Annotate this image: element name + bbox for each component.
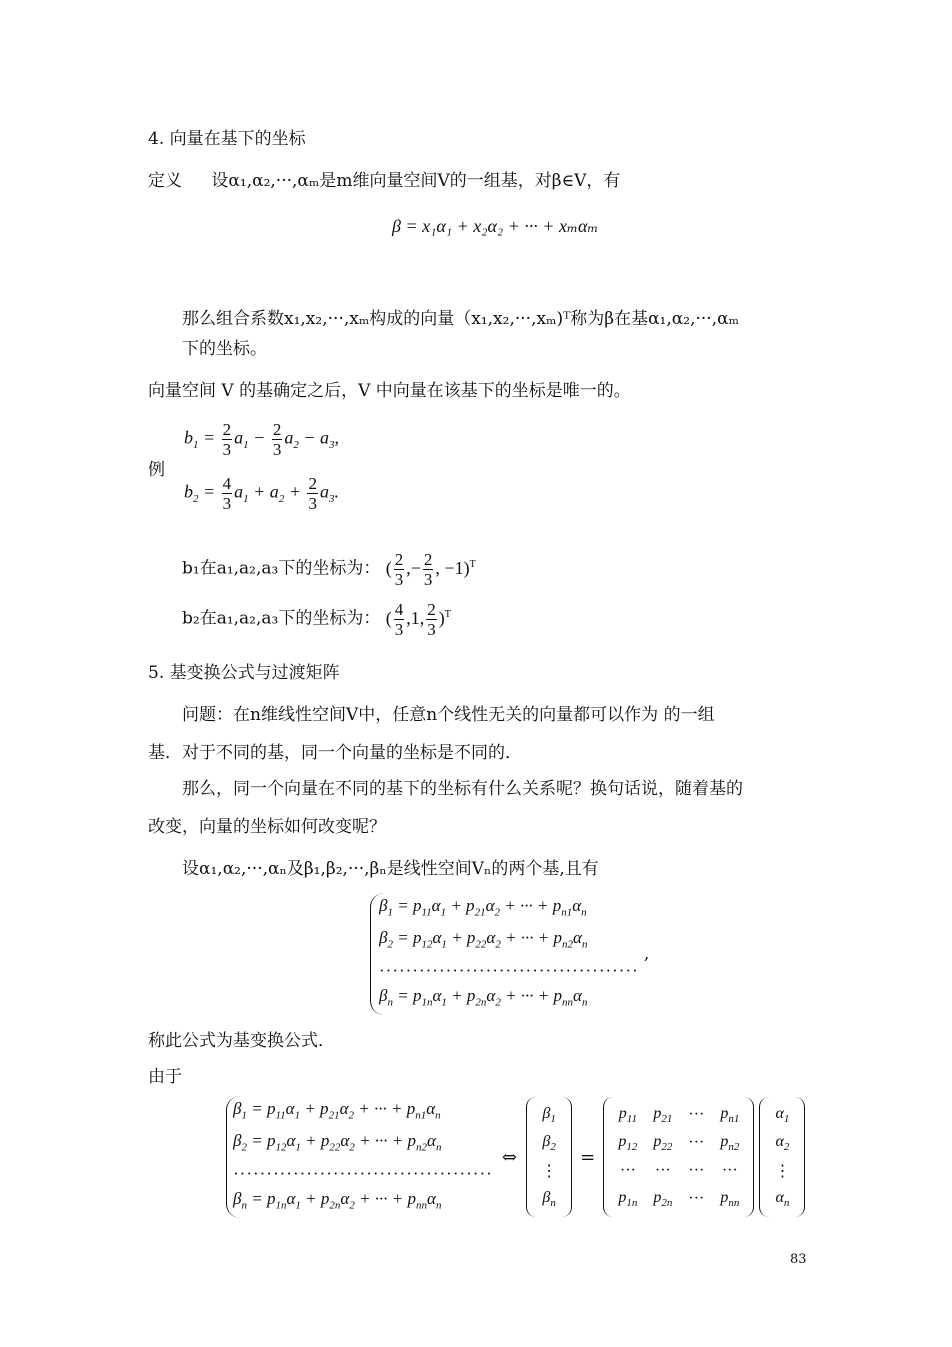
b1-coordinate-line: b₁在a₁,a₂,a₃下的坐标为： ( $\frac{2}{3}$ ,− $\frac{2}{3}$ , −1)$^T$ [182, 550, 476, 589]
b2-coordinate-line: b₂在a₁,a₂,a₃下的坐标为： ( $\frac{4}{3}$ ,1, $\frac{2}{3}$ )$^T$ [182, 600, 451, 639]
section-4-heading: 4. 向量在基下的坐标 [148, 129, 306, 149]
example-label: 例 [148, 460, 165, 480]
b2-coordinate-label: b₂在a₁,a₂,a₃下的坐标为： [182, 608, 381, 629]
question-line2: 改变，向量的坐标如何改变呢？ [148, 817, 386, 837]
example-equation-b1: $b_1$ = $\frac{2}{3}$ $a_1$ − $\frac{2}{3}$ $a_2 - a_3$, [184, 420, 339, 459]
matrix-form-equation: $\beta_1 = p_{11}\alpha_1 + p_{21}\alpha_2$ + ··· + $p_{n1}\alpha_n$ $\beta_2 = p_{12}\alpha_1 + p_{22}\alpha_2$ + ··· + $p_{n2}\alpha_n$ ······································· $\beta_n = p_{1n}\alpha_1 + p_{2n}\alpha_2$ + ··· + $p_{nn}\alpha_n$ ⇔ $\beta_1$ $\beta_2$ ⋮ $\beta_n$ = $p_{11}$ $p_{21}$ ··· $p_{n1}$ $p_{12}$ $p_{22}$ ··· $p_{n2}$ ··· ··· ··· ··· $p_{1n}$ $p_{2n}$ ··· $p_{nn}$ $\alpha_1$ $\alpha_2$ ⋮ $\alpha_n$ [226, 1096, 805, 1218]
page-number: 83 [790, 1252, 807, 1267]
beta-vector: $\beta_1$ $\beta_2$ ⋮ $\beta_n$ [526, 1097, 572, 1217]
b1-coordinate-label: b₁在a₁,a₂,a₃下的坐标为： [182, 558, 381, 579]
example-equation-b2: $b_2$ = $\frac{4}{3}$ $a_1 + a_2$ + $\frac{2}{3}$ $a_3$. [184, 474, 339, 513]
definition-label: 定义 [148, 171, 182, 191]
basis-change-system: $\beta_1 = p_{11}\alpha_1 + p_{21}\alpha_2$ + ··· + $p_{n1}\alpha_n$ $\beta_2 = p_{12}\alpha_1 + p_{22}\alpha_2$ + ··· + $p_{n2}\alpha_n$ ······································· $\beta_n = p_{1n}\alpha_1 + p_{2n}\alpha_2$ + ··· + $p_{nn}\alpha_n$ , [370, 893, 649, 1015]
coordinate-definition-line1: 那么组合系数x₁,x₂,···,xₘ构成的向量（x₁,x₂,···,xₘ)ᵀ称为β在基α₁,α₂,···,αₘ [182, 309, 739, 329]
uniqueness-statement: 向量空间 V 的基确定之后，V 中向量在该基下的坐标是唯一的。 [148, 381, 631, 401]
since-label: 由于 [148, 1067, 182, 1087]
coordinate-definition-line2: 下的坐标。 [182, 339, 267, 359]
problem-line1: 问题：在n维线性空间V中，任意n个线性无关的向量都可以作为 的一组 [182, 705, 715, 725]
question-line1: 那么，同一个向量在不同的基下的坐标有什么关系呢？换句话说，随着基的 [182, 779, 743, 799]
section-5-heading: 5. 基变换公式与过渡矩阵 [148, 663, 340, 683]
basis-expansion-equation: β = x₁α₁ + x₂α₂ + ··· + xₘαₘ [392, 216, 599, 236]
transition-matrix: $p_{11}$ $p_{21}$ ··· $p_{n1}$ $p_{12}$ $p_{22}$ ··· $p_{n2}$ ··· ··· ··· ··· $p_{1n}$ $p_{2n}$ ··· $p_{nn}$ [603, 1097, 754, 1217]
problem-line2: 基．对于不同的基，同一个向量的坐标是不同的． [148, 743, 522, 763]
formula-name: 称此公式为基变换公式． [148, 1031, 335, 1051]
definition-line [148, 166, 620, 191]
alpha-vector: $\alpha_1$ $\alpha_2$ ⋮ $\alpha_n$ [759, 1097, 805, 1217]
definition-text: 设α₁,α₂,···,αₘ是m维向量空间V的一组基，对β∈V，有 [211, 171, 621, 191]
two-bases-statement: 设α₁,α₂,···,αₙ及β₁,β₂,···,βₙ是线性空间Vₙ的两个基,且有 [182, 859, 599, 879]
